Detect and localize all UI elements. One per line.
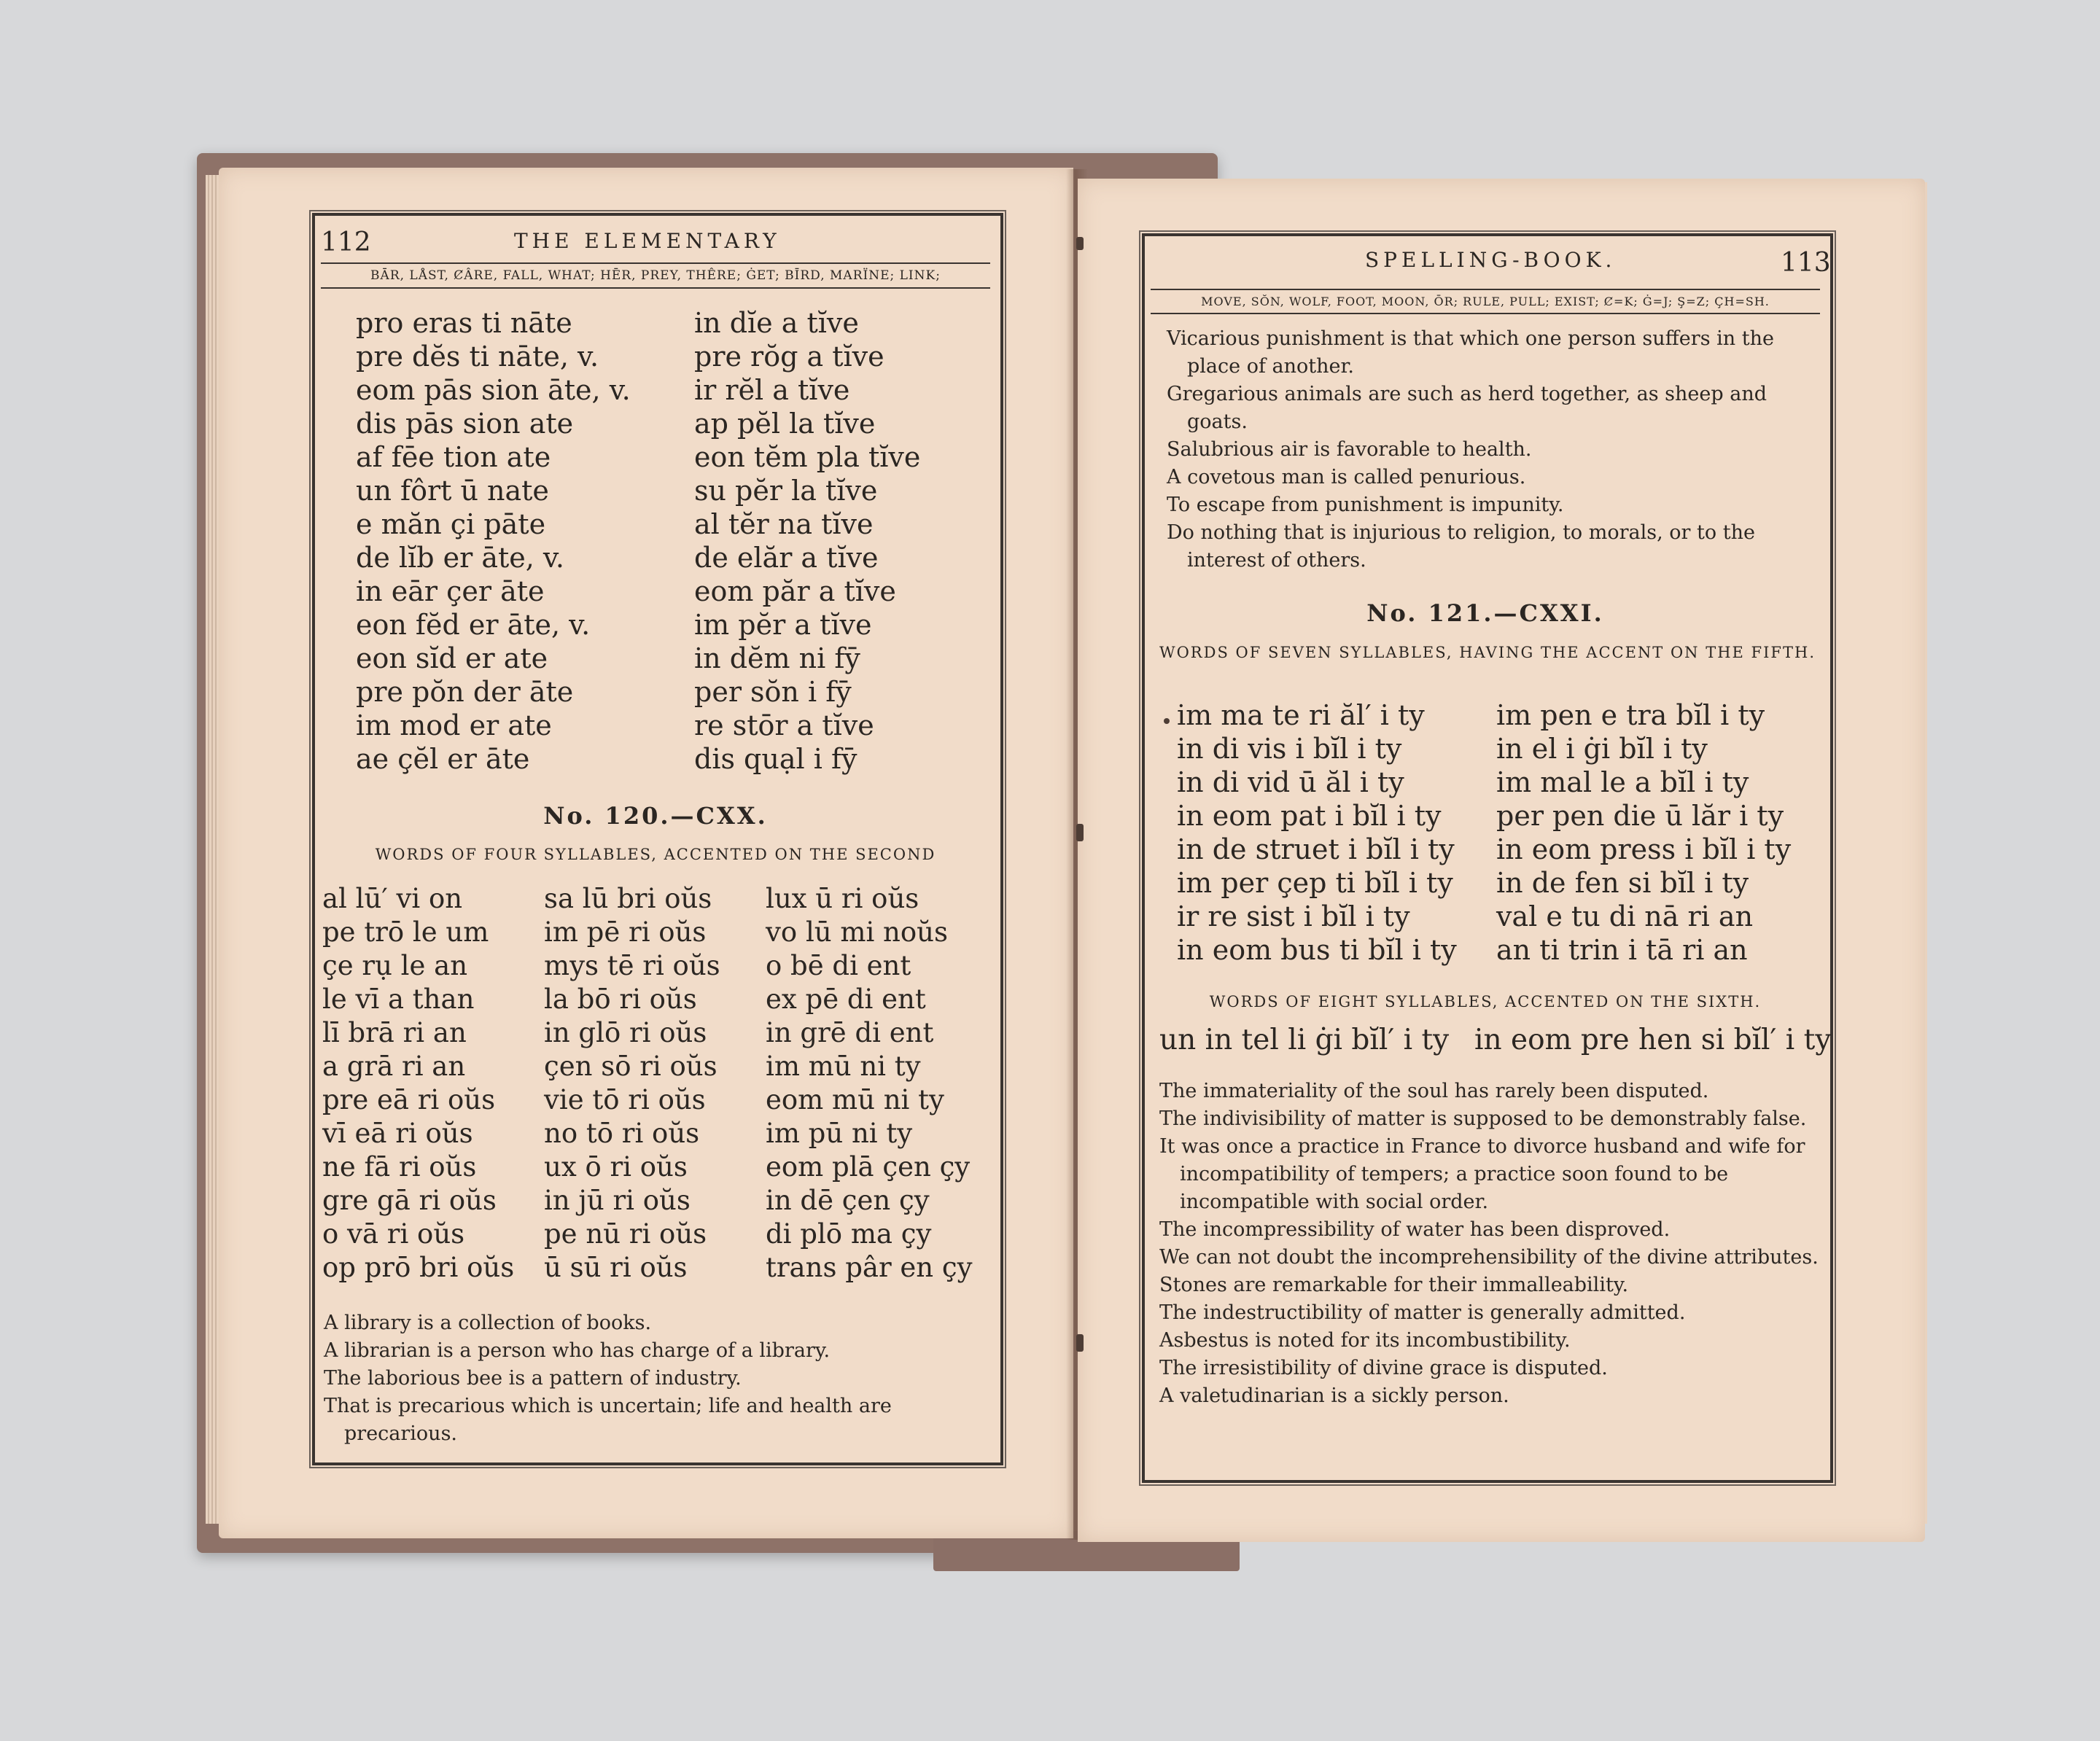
word: le vī a than (322, 984, 475, 1015)
sentence: Gregarious animals are such as herd together, as sheep and goats. (1167, 383, 1767, 433)
right-running-head: SPELLING-BOOK. (1365, 248, 1617, 272)
word: in dē çen çy (766, 1185, 930, 1216)
word: a grā ri an (322, 1051, 466, 1082)
word: al tĕr na tĭve (694, 508, 874, 540)
word: in de struet i bĭl i ty (1177, 833, 1455, 865)
word: im pĕr a tĭve (694, 609, 872, 641)
word: ap pĕl la tĭve (694, 408, 876, 440)
sentence: The laborious bee is a pattern of industry. (324, 1367, 742, 1390)
word: im ma te ri ăl′ i ty (1177, 699, 1425, 731)
sentence: The irresistibility of divine grace is disputed. (1159, 1357, 1608, 1379)
word: per pen die ū lăr i ty (1496, 800, 1784, 832)
sentence: The indestructibility of matter is generally admitted. (1159, 1301, 1686, 1324)
word: gre gā ri oŭs (322, 1185, 497, 1216)
word: eon sĭd er ate (356, 642, 548, 674)
word: ir re sist i bĭl i ty (1177, 900, 1410, 932)
word: di plō ma çy (766, 1218, 932, 1250)
right-top-sentences (1167, 325, 1823, 575)
seven-syllable-column-2 (1496, 698, 1791, 967)
word: çe rụ le an (322, 950, 468, 981)
left-page-number: 112 (321, 227, 371, 257)
word: an ti trin i tā ri an (1496, 934, 1748, 966)
word: lux ū ri oŭs (766, 883, 919, 914)
sentence: A valetudinarian is a sickly person. (1159, 1384, 1509, 1407)
sentence: A librarian is a person who has charge of a library. (324, 1339, 831, 1362)
section-caption-121: WORDS OF SEVEN SYLLABLES, HAVING THE ACCENT ON THE FIFTH. (1159, 644, 1816, 661)
eight-syllable-word-2: in eom pre hen si bĭl′ i ty (1474, 1024, 1832, 1056)
sentence: A covetous man is called penurious. (1167, 466, 1526, 488)
right-bottom-sentences (1159, 1078, 1819, 1410)
binding-thread (1076, 1334, 1084, 1352)
sentence: The immateriality of the soul has rarely been disputed. (1159, 1080, 1709, 1102)
word: im mū ni ty (766, 1051, 921, 1082)
word: pre eā ri oŭs (322, 1084, 496, 1115)
word: ex pē di ent (766, 984, 926, 1015)
word: im pū ni ty (766, 1118, 913, 1149)
word: eom pās sion āte, v. (356, 374, 631, 406)
word: ne fā ri oŭs (322, 1151, 477, 1183)
four-syllable-column-3 (766, 882, 973, 1285)
word: im pen e tra bĭl i ty (1496, 699, 1765, 731)
sentence: The incompressibility of water has been disproved. (1159, 1218, 1671, 1241)
binding-thread (1076, 824, 1084, 841)
word: la bō ri oŭs (544, 984, 697, 1015)
word: in grē di ent (766, 1017, 934, 1048)
word: in jū ri oŭs (544, 1185, 691, 1216)
word: no tō ri oŭs (544, 1118, 700, 1149)
word: vie tō ri oŭs (544, 1084, 706, 1115)
word: eom păr a tĭve (694, 575, 896, 607)
ink-spot (1164, 718, 1170, 724)
section-caption-120: WORDS OF FOUR SYLLABLES, ACCENTED ON THE SECOND (375, 846, 936, 863)
word: in de fen si bĭl i ty (1496, 867, 1749, 899)
word: lī brā ri an (322, 1017, 467, 1048)
word: eom mū ni ty (766, 1084, 944, 1115)
sentence: Stones are remarkable for their immalleability. (1159, 1274, 1629, 1296)
word: im mal le a bĭl i ty (1496, 766, 1749, 798)
word: in eār çer āte (356, 575, 545, 607)
word: ir rĕl a tĭve (694, 374, 850, 406)
four-syllable-column-1 (322, 882, 514, 1285)
word: val e tu di nā ri an (1496, 900, 1754, 932)
word: im per çep ti bĭl i ty (1177, 867, 1453, 899)
word: çen sō ri oŭs (544, 1051, 718, 1082)
left-running-head: THE ELEMENTARY (514, 229, 781, 253)
word: in eom pat i bĭl i ty (1177, 800, 1442, 832)
sentence: To escape from punishment is impunity. (1167, 494, 1564, 516)
word: per sŏn i fȳ (694, 676, 852, 708)
word: pe nū ri oŭs (544, 1218, 707, 1250)
word: pre pŏn der āte (356, 676, 574, 708)
sentence: That is precarious which is uncertain; life and health are precarious. (324, 1395, 892, 1445)
right-page-number: 113 (1781, 248, 1831, 278)
word: pre dĕs ti nāte, v. (356, 340, 599, 373)
sentence: Do nothing that is injurious to religion, to morals, or to the interest of others. (1167, 521, 1755, 572)
word: un fôrt ū nate (356, 475, 549, 507)
word: in dĕm ni fȳ (694, 642, 860, 674)
word: dis pās sion ate (356, 408, 574, 440)
word: eon fĕd er āte, v. (356, 609, 591, 641)
sentence: Asbestus is noted for its incombustibility. (1159, 1329, 1571, 1352)
word: e măn çi pāte (356, 508, 546, 540)
word: in dĭe a tĭve (694, 307, 859, 339)
word: af fēe tion ate (356, 441, 551, 473)
sentence: We can not doubt the incomprehensibility of the divine attributes. (1159, 1246, 1819, 1269)
section-title-120: No. 120.—CXX. (543, 802, 768, 830)
section-title-121: No. 121.—CXXI. (1366, 599, 1604, 627)
word: trans pâr en çy (766, 1252, 973, 1283)
right-pronunciation-key: MOVE, SŎN, WOLF, FOOT, MOON, ŌR; RULE, PULL; EXIST; Ȼ=K; Ġ=J; Ş=Z; ÇH=SH. (1151, 289, 1820, 314)
left-sentences (324, 1309, 980, 1448)
word: su pĕr la tĭve (694, 475, 878, 507)
word: ū sū ri oŭs (544, 1252, 688, 1283)
left-top-column-1 (356, 306, 631, 776)
word: in eom bus ti bĭl i ty (1177, 934, 1457, 966)
word: in el i ġi bĭl i ty (1496, 733, 1708, 765)
word: in glō ri oŭs (544, 1017, 707, 1048)
word: dis quạl i fȳ (694, 743, 858, 775)
sentence: The indivisibility of matter is supposed to be demonstrably false. (1159, 1107, 1807, 1130)
left-top-column-2 (694, 306, 920, 776)
word: o vā ri oŭs (322, 1218, 465, 1250)
eight-syllable-caption: WORDS OF EIGHT SYLLABLES, ACCENTED ON THE SIXTH. (1209, 993, 1762, 1010)
left-pronunciation-key: BĀR, LÅST, ȻÂRE, FALL, WHAT; HĒR, PREY, THÊRE; ĠET; BĪRD, MARÏNE; LINK; (321, 262, 990, 289)
word: al lū′ vi on (322, 883, 463, 914)
word: mys tē ri oŭs (544, 950, 720, 981)
word: vī eā ri oŭs (322, 1118, 473, 1149)
word: in di vid ū ăl i ty (1177, 766, 1404, 798)
word: de lĭb er āte, v. (356, 542, 564, 574)
word: im mod er ate (356, 709, 552, 741)
word: pre rŏg a tĭve (694, 340, 884, 373)
word: de elăr a tĭve (694, 542, 879, 574)
word: o bē di ent (766, 950, 911, 981)
word: vo lū mi noŭs (766, 916, 948, 948)
word: sa lū bri oŭs (544, 883, 712, 914)
word: eom plā çen çy (766, 1151, 971, 1183)
sentence: Salubrious air is favorable to health. (1167, 438, 1532, 461)
binding-thread (1076, 237, 1084, 250)
four-syllable-column-2 (544, 882, 720, 1285)
sentence: Vicarious punishment is that which one person suffers in the place of another. (1167, 327, 1774, 378)
word: pe trō le um (322, 916, 489, 948)
word: re stōr a tĭve (694, 709, 874, 741)
word: im pē ri oŭs (544, 916, 707, 948)
word: ux ō ri oŭs (544, 1151, 688, 1183)
word: in eom press i bĭl i ty (1496, 833, 1792, 865)
word: ae çĕl er āte (356, 743, 530, 775)
eight-syllable-word-1: un in tel li ġi bĭl′ i ty (1159, 1024, 1450, 1056)
sentence: It was once a practice in France to divorce husband and wife for incompatibility of tempers; a practice soon found to be incompatible with social order. (1159, 1135, 1805, 1213)
sentence: A library is a collection of books. (324, 1312, 652, 1334)
word: in di vis i bĭl i ty (1177, 733, 1402, 765)
word: pro eras ti nāte (356, 307, 572, 339)
seven-syllable-column-1 (1177, 698, 1457, 967)
word: eon tĕm pla tĭve (694, 441, 921, 473)
word: op prō bri oŭs (322, 1252, 515, 1283)
